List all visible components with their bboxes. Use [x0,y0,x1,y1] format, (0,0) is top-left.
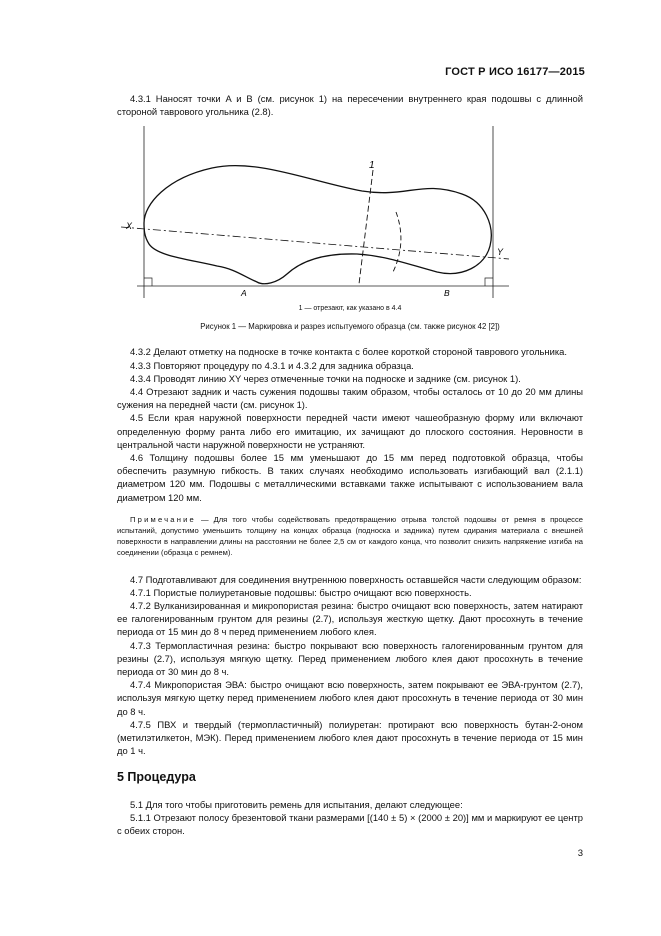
paragraph-4-7-5: 4.7.5 ПВХ и твердый (термопластичный) полиуретан: протирают всю поверхность бутан-2-оном (метилэтилкетон, МЭК). Перед применением любого клея дают просохнуть в течение периода от 15 мин до 1 ч. [117,718,583,757]
paragraph-4-6: 4.6 Толщину подошвы более 15 мм уменьшают до 15 мм перед подготовкой образца, чтобы обеспечить разумную гибкость. В таких случаях необходимо использовать изгибающий вал (2.1.1) диаметром 120 мм. Подошвы с металлическими вставками также испытывают с использованием вала диаметром 120 мм. [117,452,583,503]
figure-caption: Рисунок 1 — Маркировка и разрез испытуемого образца (см. также рисунок 42 [2]) [200,322,500,332]
cut-arc [393,212,401,272]
figure-legend: 1 — отрезают, как указано в 4.4 [298,305,402,313]
sole-outline [144,166,491,284]
section-title: 5 Процедура [117,769,196,784]
paragraph-4-7-1: 4.7.1 Пористые полиуретановые подошвы: быстро очищают всю поверхность. [130,586,472,598]
document-code: ГОСТ Р ИСО 16177—2015 [445,66,585,78]
paragraph-4-5: 4.5 Если края наружной поверхности передней части имеют чашеобразную форму или включают определенную форму ранта либо его имитацию, их зачищают до плоского состояния. Неровности в центральной части наружной поверхности не устраняют. [117,412,583,450]
paragraph-4-3-2: 4.3.2 Делают отметку на подноске в точке контакта с более короткой стороной таврового угольника. [130,346,567,358]
note [117,514,583,559]
label-b: B [444,288,450,299]
paragraph-4-4: 4.4 Отрезают задник и часть сужения подошвы таким образом, чтобы осталось от 10 до 20 мм длины сужения на передней части (см. рисунок 1). [117,386,583,411]
paragraph-4-3-4: 4.3.4 Проводят линию XY через отмеченные точки на подноске и заднике (см. рисунок 1). [130,372,521,384]
page-number: 3 [577,848,583,859]
paragraph-4-3-3: 4.3.3 Повторяют процедуру по 4.3.1 и 4.3.2 для задника образца. [130,359,414,371]
figure-1 [117,126,583,298]
paragraph-4-7: 4.7 Подготавливают для соединения внутреннюю поверхность оставшейся части следующим образом: [130,573,582,585]
left-right-angle-mark [144,278,152,286]
paragraph-4-7-4: 4.7.4 Микропористая ЭВА: быстро очищают всю поверхность, затем покрывают ее ЭВА-грунтом (2.7), используя мягкую щетку перед применением любого клея дают просохнуть в течение периода от 30 мин до 8 ч. [117,679,583,717]
paragraph-4-7-2: 4.7.2 Вулканизированная и микропористая резина: быстро очищают всю поверхность, затем натирают ее галогенированным грунтом для резины (2.7), используя жесткую щетку. Дают просохнуть в течение периода от 15 мин до 8 ч перед применением любого клея. [117,600,583,638]
label-x: X [126,221,133,232]
xy-line [121,227,509,259]
note-text: — Для того чтобы содействовать предотвращению отрыва толстой подошвы от ремня в процессе испытаний, допустимо уменьшить толщину на концах образца (подноска и задника) путем сдирания материала с внешней поверхности в направлении длины на расстоянии не более 2,5 см от каждого конца, что позволит снизить напряжение изгиба на соединении (образца с ремнем). [117,514,583,558]
cut-line-1 [359,170,373,284]
label-y: Y [497,247,504,258]
label-1: 1 [369,160,375,172]
note-label: Примечание [130,514,196,524]
page-content [117,92,583,837]
sole-diagram [117,126,583,298]
paragraph-5-1: 5.1 Для того чтобы приготовить ремень для испытания, делают следующее: [130,798,463,810]
label-a: A [241,288,247,299]
paragraph-4-7-3: 4.7.3 Термопластичная резина: быстро покрывают всю поверхность галогенированным грунтом для резины (2.7), используя мягкую щетку. Перед применением любого клея дают просохнуть в течение периода от 30 мин до 8 ч. [117,639,583,678]
paragraph-5-1-1: 5.1.1 Отрезают полосу брезентовой ткани размерами [(140 ± 5) × (2000 ± 20)] мм и маркируют ее центр с обеих сторон. [117,811,583,836]
right-right-angle-mark [485,278,493,286]
paragraph-4-3-1: 4.3.1 Наносят точки A и B (см. рисунок 1) на пересечении внутреннего края подошвы с длинной стороной таврового угольника (2.8). [117,93,583,118]
